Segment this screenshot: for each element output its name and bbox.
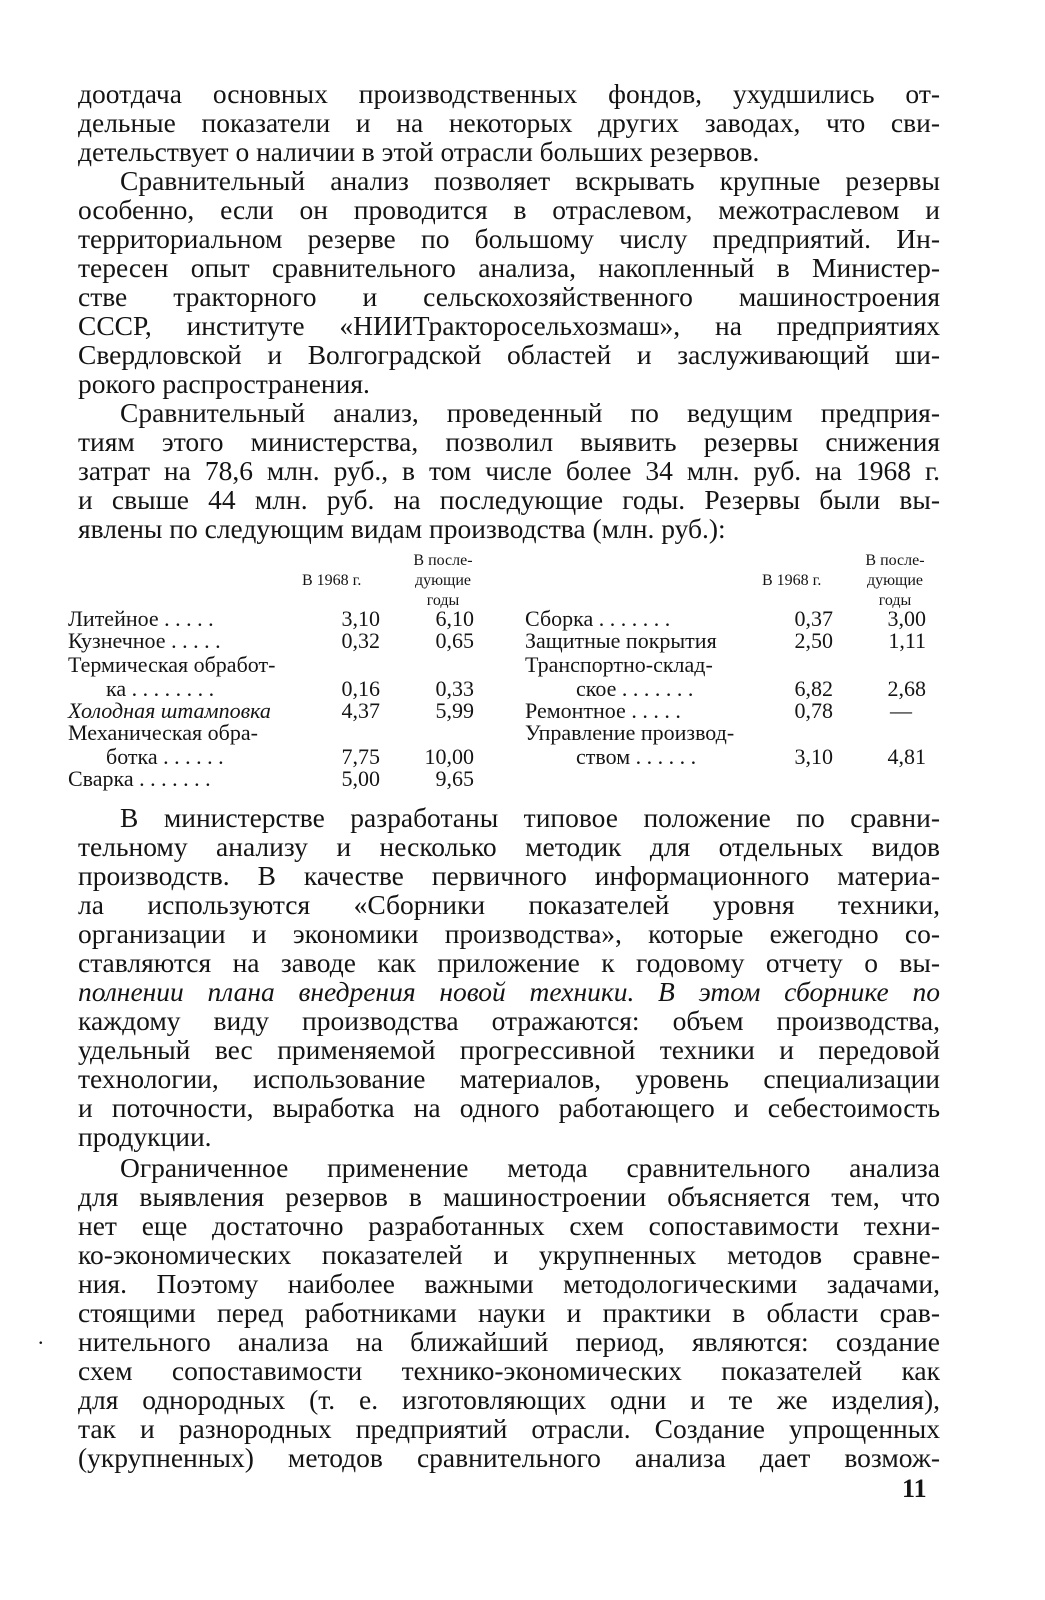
text-line: производств. В качестве первичного информационного материа- bbox=[78, 860, 940, 891]
row-value-next: 9,65 bbox=[435, 766, 474, 791]
col-header-next-left-3: годы bbox=[426, 592, 460, 609]
row-value-1968: 7,75 bbox=[341, 744, 380, 769]
col-header-next-left-1: В после- bbox=[413, 552, 473, 569]
col-header-next-right-3: годы bbox=[878, 592, 912, 609]
row-value-1968: 0,78 bbox=[794, 698, 833, 723]
text-line: технологии, использование материалов, уровень специализации bbox=[78, 1063, 940, 1094]
text-line: для выявления резервов в машиностроении объясняется тем, что bbox=[78, 1181, 940, 1212]
row-label-cont: ское . . . . . . . bbox=[576, 676, 694, 701]
row-label: Ремонтное . . . . . bbox=[525, 698, 681, 723]
text-line: продукции. bbox=[78, 1121, 212, 1152]
text-line: (укрупненных) методов сравнительного анализа дает возмож- bbox=[78, 1442, 940, 1473]
row-value-1968: 3,10 bbox=[341, 606, 380, 631]
row-label: Механическая обра- bbox=[68, 720, 258, 745]
row-value-next: 0,33 bbox=[435, 676, 474, 701]
row-label: Литейное . . . . . bbox=[68, 606, 214, 631]
row-value-next: 4,81 bbox=[887, 744, 926, 769]
text-line: дельные показатели и на некоторых других заводах, что сви- bbox=[78, 107, 940, 138]
text-line: полнении плана внедрения новой техники. В этом сборнике по bbox=[78, 976, 940, 1007]
row-label: Сварка . . . . . . . bbox=[68, 766, 211, 791]
text-line: особенно, если он проводится в отраслевом, межотраслевом и bbox=[78, 194, 940, 225]
row-label-cont: ка . . . . . . . . bbox=[106, 676, 215, 701]
text-line: Сравнительный анализ позволяет вскрывать крупные резервы bbox=[120, 165, 940, 196]
text-line: ставляются на заводе как приложение к годовому отчету о вы- bbox=[78, 947, 940, 978]
text-line: для однородных (т. е. изготовляющих одни и те же изделия), bbox=[78, 1384, 940, 1415]
row-label: Управление производ- bbox=[525, 720, 735, 745]
col-header-1968-right: В 1968 г. bbox=[762, 572, 822, 589]
row-value-next: 6,10 bbox=[435, 606, 474, 631]
text-line: схем сопоставимости технико-экономических показателей как bbox=[78, 1355, 940, 1386]
text-line: нительного анализа на ближайший период, являются: создание bbox=[78, 1326, 940, 1357]
text-line: Сравнительный анализ, проведенный по ведущим предприя- bbox=[120, 397, 940, 428]
col-header-next-left-2: дующие bbox=[414, 572, 472, 589]
row-value-1968: 5,00 bbox=[341, 766, 380, 791]
row-value-1968: 3,10 bbox=[794, 744, 833, 769]
text-line: стве тракторного и сельскохозяйственного машиностроения bbox=[78, 281, 940, 312]
text-line: организации и экономики производства», которые ежегодно со- bbox=[78, 918, 940, 949]
row-value-1968: 0,37 bbox=[794, 606, 833, 631]
text-line: явлены по следующим видам производства (млн. руб.): bbox=[78, 513, 726, 544]
row-label: Защитные покрытия bbox=[525, 628, 717, 653]
text-line: тиям этого министерства, позволил выявить резервы снижения bbox=[78, 426, 940, 457]
text-line: ла используются «Сборники показателей уровня техники, bbox=[78, 889, 940, 920]
row-label-cont: ботка . . . . . . bbox=[106, 744, 224, 769]
text-line: нет еще достаточно разработанных схем сопоставимости техни- bbox=[78, 1210, 940, 1241]
row-value-1968: 6,82 bbox=[794, 676, 833, 701]
col-header-1968-left: В 1968 г. bbox=[302, 572, 362, 589]
text-line: и поточности, выработка на одного работающего и себестоимость bbox=[78, 1092, 940, 1123]
col-header-next-right-2: дующие bbox=[866, 572, 924, 589]
text-line: рокого распространения. bbox=[78, 368, 370, 399]
text-line: территориальном резерве по большому числу предприятий. Ин- bbox=[78, 223, 940, 254]
text-line: стоящими перед работниками науки и практики в области срав- bbox=[78, 1297, 940, 1328]
row-label: Транспортно-склад- bbox=[525, 652, 713, 677]
row-value-next: 3,00 bbox=[887, 606, 926, 631]
row-value-next: 0,65 bbox=[435, 628, 474, 653]
row-label: Холодная штамповка bbox=[68, 698, 271, 723]
text-line: Свердловской и Волгоградской областей и заслуживающий ши- bbox=[78, 339, 940, 370]
row-label: Кузнечное . . . . . bbox=[68, 628, 221, 653]
row-value-next: 5,99 bbox=[435, 698, 474, 723]
row-value-next: 1,11 bbox=[888, 628, 926, 653]
text-line: тельному анализу и несколько методик для отдельных видов bbox=[78, 831, 940, 862]
text-line: тересен опыт сравнительного анализа, накопленный в Министер- bbox=[78, 252, 940, 283]
row-value-next: 2,68 bbox=[887, 676, 926, 701]
row-value-1968: 2,50 bbox=[794, 628, 833, 653]
text-line: доотдача основных производственных фондов, ухудшились от- bbox=[78, 78, 940, 109]
text-line: затрат на 78,6 млн. руб., в том числе более 34 млн. руб. на 1968 г. bbox=[78, 455, 940, 486]
row-label: Термическая обработ- bbox=[68, 652, 276, 677]
row-label-cont: ством . . . . . . bbox=[576, 744, 697, 769]
text-line: В министерстве разработаны типовое положение по сравни- bbox=[120, 802, 940, 833]
text-line: Ограниченное применение метода сравнительного анализа bbox=[120, 1152, 940, 1183]
text-line: СССР, институте «НИИТракторосельхозмаш», на предприятиях bbox=[78, 310, 940, 341]
row-value-1968: 0,32 bbox=[341, 628, 380, 653]
text-line: ния. Поэтому наиболее важными методологическими задачами, bbox=[78, 1268, 940, 1299]
col-header-next-right-1: В после- bbox=[865, 552, 925, 569]
text-line: и свыше 44 млн. руб. на последующие годы. Резервы были вы- bbox=[78, 484, 940, 515]
text-line: так и разнородных предприятий отрасли. Создание упрощенных bbox=[78, 1413, 940, 1444]
row-value-next: 10,00 bbox=[424, 744, 474, 769]
row-value-1968: 4,37 bbox=[341, 698, 380, 723]
text-line: каждому виду производства отражаются: объем производства, bbox=[78, 1005, 940, 1036]
row-value-1968: 0,16 bbox=[341, 676, 380, 701]
print-speck: . bbox=[38, 1324, 44, 1349]
text-line: детельствует о наличии в этой отрасли больших резервов. bbox=[78, 136, 760, 167]
page-number: 11 bbox=[902, 1474, 927, 1503]
row-label: Сборка . . . . . . . bbox=[525, 606, 671, 631]
text-line: ко-экономических показателей и укрупненных методов сравне- bbox=[78, 1239, 940, 1270]
text-line: удельный вес применяемой прогрессивной техники и передовой bbox=[78, 1034, 940, 1065]
row-value-next: — bbox=[890, 698, 912, 723]
